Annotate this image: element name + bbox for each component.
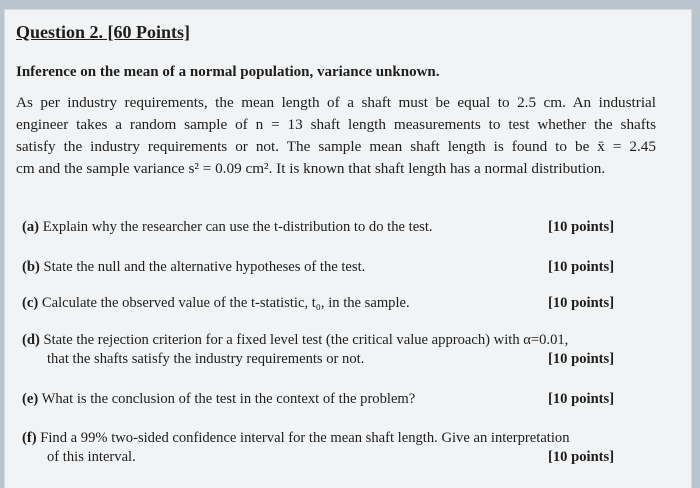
part-label: (c): [22, 295, 39, 311]
part-text: Calculate the observed value of the t-statistic, t₀, in the sample.: [41, 295, 410, 311]
part-label: (e): [22, 391, 39, 407]
part-e: [22, 391, 415, 408]
part-label: (b): [22, 259, 40, 275]
part-d-continuation: that the shafts satisfy the industry requirements or not.: [47, 351, 365, 367]
part-text: What is the conclusion of the test in the context of the problem?: [41, 391, 416, 407]
part-text: Find a 99% two-sided confidence interval for the mean shaft length. Give an interpretation: [40, 430, 570, 446]
part-a-points: [10 points]: [548, 219, 615, 235]
question-subtitle: Inference on the mean of a normal population, variance unknown.: [16, 64, 440, 80]
document-page: [5, 10, 691, 488]
paragraph-line: cm and the sample variance s² = 0.09 cm². It is known that shaft length has a normal distribution.: [16, 160, 606, 177]
part-text: State the null and the alternative hypotheses of the test.: [43, 259, 366, 275]
question-title: Question 2. [60 Points]: [16, 22, 191, 42]
part-text: Explain why the researcher can use the t-distribution to do the test.: [42, 219, 433, 235]
part-label: (d): [22, 332, 40, 348]
paragraph-line: As per industry requirements, the mean length of a shaft must be equal to 2.5 cm. An industrial: [16, 94, 656, 111]
part-f: [22, 430, 570, 447]
part-e-points: [10 points]: [548, 391, 615, 407]
part-d: [22, 332, 568, 349]
part-f-points: [10 points]: [548, 449, 615, 465]
paragraph-line: engineer takes a random sample of n = 13 shaft length measurements to test whether the shafts: [16, 116, 656, 133]
part-d-points: [10 points]: [548, 351, 615, 367]
part-c: [22, 295, 410, 312]
part-b: [22, 259, 365, 276]
part-label: (f): [22, 430, 37, 446]
part-a: [22, 219, 433, 236]
part-b-points: [10 points]: [548, 259, 615, 275]
part-label: (a): [22, 219, 40, 235]
part-f-continuation: of this interval.: [47, 449, 136, 465]
problem-statement: [16, 92, 656, 180]
paragraph-line: satisfy the industry requirements or not. The sample mean shaft length is found to be x̄ = 2.45: [16, 138, 656, 155]
part-c-points: [10 points]: [548, 295, 615, 311]
part-text: State the rejection criterion for a fixed level test (the critical value approach) with α=0.01,: [43, 332, 569, 348]
